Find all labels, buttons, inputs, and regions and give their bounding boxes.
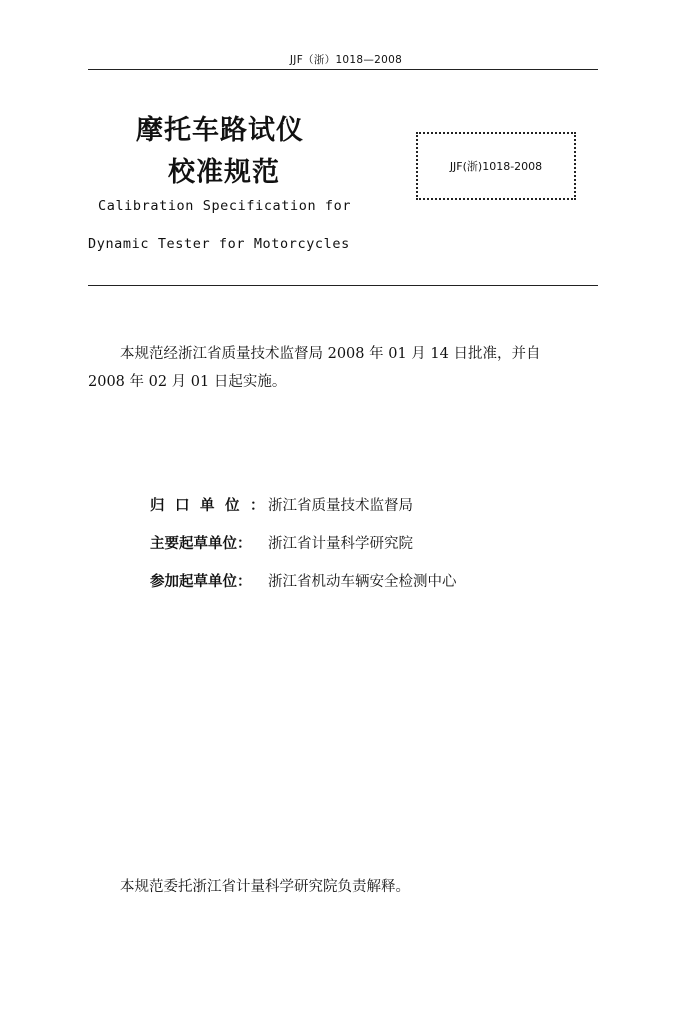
footer-text: 本规范委托浙江省计量科学研究院负责解释。 xyxy=(120,879,410,895)
title-en-line2: Dynamic Tester for Motorcycles xyxy=(88,236,350,252)
org-value-participating-drafter: 浙江省机动车辆安全检测中心 xyxy=(268,574,457,590)
org-row-participating-drafter xyxy=(150,570,457,608)
title-rule xyxy=(88,285,598,286)
header-code: JJF（浙）1018—2008 xyxy=(289,54,403,66)
code-box-text: JJF(浙)1018-2008 xyxy=(449,160,543,173)
org-row-authority xyxy=(150,494,457,532)
title-en-line1: Calibration Specification for xyxy=(98,198,352,214)
approval-paragraph xyxy=(88,340,608,396)
approval-line1: 本规范经浙江省质量技术监督局 2008 年 01 月 14 日批准，并自 xyxy=(120,346,541,362)
header-rule xyxy=(88,69,598,70)
title-cn-line2: 校准规范 xyxy=(168,157,280,188)
org-row-main-drafter xyxy=(150,532,457,570)
organizations-list xyxy=(150,494,457,608)
org-label-participating-drafter: 参加起草单位： xyxy=(150,574,252,590)
approval-line2: 2008 年 02 月 01 日起实施。 xyxy=(88,374,287,390)
title-cn-line1: 摩托车路试仪 xyxy=(136,115,304,146)
org-value-authority: 浙江省质量技术监督局 xyxy=(268,498,413,514)
org-label-authority: 归口单位： xyxy=(150,498,275,514)
org-label-main-drafter: 主要起草单位： xyxy=(150,536,252,552)
org-value-main-drafter: 浙江省计量科学研究院 xyxy=(268,536,413,552)
code-box xyxy=(416,132,576,200)
